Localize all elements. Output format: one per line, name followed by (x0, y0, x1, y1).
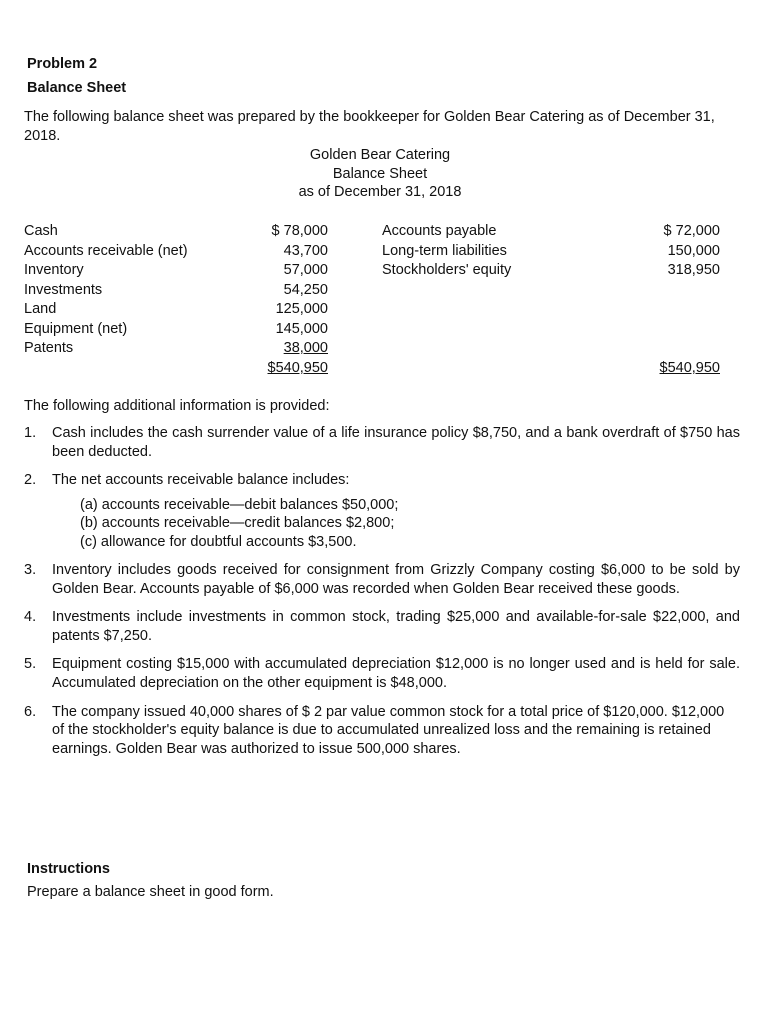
item-number: 1. (24, 425, 37, 441)
liability-labels (382, 222, 511, 281)
liability-label: Accounts payable (382, 223, 497, 239)
asset-amount: 54,250 (283, 281, 328, 298)
asset-amount: 57,000 (283, 262, 328, 278)
liability-amount: 318,950 (667, 262, 720, 278)
item-number: 4. (24, 609, 37, 626)
item-number: 5. (24, 656, 37, 673)
sub-list (80, 496, 740, 552)
statement-title: Balance Sheet (332, 165, 428, 182)
problem-title: Problem 2 (27, 56, 98, 72)
liabilities-total: $540,950 (659, 360, 720, 376)
liability-label: Long-term liabilities (382, 242, 507, 259)
asset-amounts (250, 222, 328, 359)
list-item (24, 471, 740, 551)
list-item (24, 608, 740, 645)
list-item (24, 703, 740, 759)
asset-labels (24, 222, 188, 359)
asset-amount: 43,700 (283, 242, 328, 259)
intro-paragraph: The following balance sheet was prepared by the bookkeeper for Golden Bear Catering as of December 31, 2018. (24, 109, 715, 144)
asset-label: Inventory (24, 262, 84, 278)
sub-item: (b) accounts receivable—credit balances $2,800; (80, 515, 395, 532)
item-text: The company issued 40,000 shares of $ 2 par value common stock for a total price of $120,000. $12,000 of the stockholder's equity balance is due to accumulated unrealized loss and the remaining is retained earnings. Golden Bear was authorized to issue 500,000 shares. (52, 703, 725, 757)
liability-amounts (640, 222, 720, 281)
item-text: Equipment costing $15,000 with accumulated depreciation $12,000 is no longer used and is held for sale. Accumulated depreciation on the other equipment is $48,000. (52, 656, 740, 692)
sub-item: (a) accounts receivable—debit balances $50,000; (80, 496, 399, 513)
instructions-text: Prepare a balance sheet in good form. (27, 884, 274, 900)
company-name: Golden Bear Catering (309, 147, 451, 163)
liability-amount: 150,000 (667, 242, 720, 259)
balance-sheet-heading (230, 146, 530, 202)
item-number: 2. (24, 472, 37, 489)
liability-amount: $ 72,000 (663, 223, 720, 239)
liability-label: Stockholders' equity (382, 262, 512, 278)
asset-label: Investments (24, 281, 103, 298)
asset-label: Cash (24, 223, 58, 239)
asset-amount: $ 78,000 (271, 223, 328, 239)
asset-amount: 145,000 (275, 320, 328, 337)
asset-label: Equipment (net) (24, 320, 128, 337)
asset-label: Patents (24, 340, 74, 356)
sub-item: (c) allowance for doubtful accounts $3,500. (80, 533, 357, 550)
item-text: Inventory includes goods received for consignment from Grizzly Company costing $6,000 to be sold by Golden Bear. Accounts payable of $6,000 was recorded when Golden Bear received these goods. (52, 562, 740, 597)
additional-info-heading: The following additional information is provided: (24, 398, 330, 414)
list-item (24, 561, 740, 598)
statement-date: as of December 31, 2018 (298, 184, 462, 201)
section-title: Balance Sheet (27, 80, 127, 96)
asset-label: Accounts receivable (net) (24, 242, 188, 259)
item-text: Cash includes the cash surrender value of a life insurance policy $8,750, and a bank overdraft of $750 has been deducted. (52, 425, 740, 460)
item-text: Investments include investments in common stock, trading $25,000 and available-for-sale $22,000, and patents $7,250. (52, 609, 740, 644)
item-number: 6. (24, 703, 37, 720)
additional-info-list (24, 424, 740, 768)
instructions-heading: Instructions (27, 861, 110, 877)
item-number: 3. (24, 562, 37, 579)
asset-label: Land (24, 301, 57, 317)
list-item (24, 655, 740, 692)
list-item (24, 424, 740, 461)
asset-amount: 125,000 (275, 301, 328, 317)
asset-amount: 38,000 (283, 340, 328, 356)
item-text: The net accounts receivable balance includes: (52, 472, 350, 489)
assets-total: $540,950 (267, 360, 328, 376)
